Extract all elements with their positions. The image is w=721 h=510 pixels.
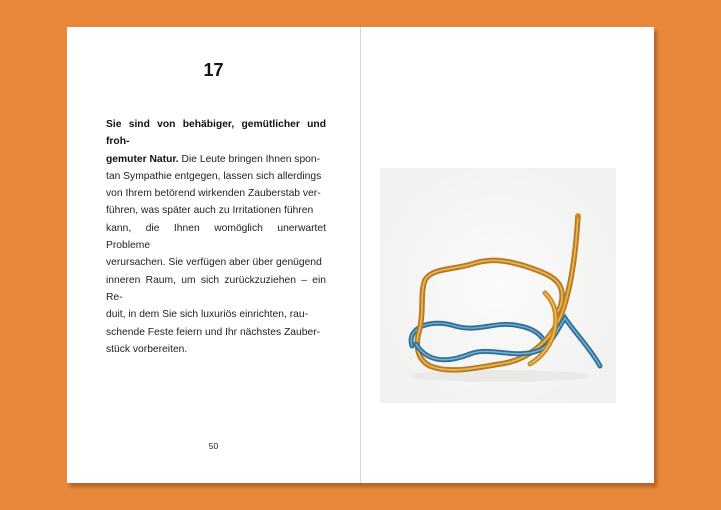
sculpture-shadow — [410, 370, 590, 382]
text-line: von Ihrem betörend wirkenden Zauberstab ver- — [106, 188, 321, 200]
body-text — [106, 116, 326, 358]
page-number: 50 — [208, 441, 219, 451]
right-page — [361, 27, 654, 483]
text-line: Sie sind von behäbiger, gemütlicher und froh- — [106, 119, 326, 148]
text-line: gemuter Natur. Die Leute bringen Ihnen spon- — [106, 153, 321, 165]
text-line: schende Feste feiern und Ihr nächstes Zauber- — [106, 326, 321, 338]
text-line: tan Sympathie entgegen, lassen sich allerdings — [106, 170, 322, 182]
wire-sculpture-photo — [380, 168, 616, 403]
text-line: stück vorbereiten. — [106, 343, 188, 355]
photo-background — [380, 168, 616, 403]
text-line: inneren Raum, um sich zurückzuziehen – ein Re- — [106, 274, 326, 303]
left-page — [67, 27, 360, 483]
text-line: kann, die Ihnen womöglich unerwartet Probleme — [106, 222, 326, 252]
text-line: duit, in dem Sie sich luxuriös einrichten, rau- — [106, 309, 309, 321]
text-line: verursachen. Sie verfügen aber über genügend — [106, 257, 322, 269]
book-spread — [67, 27, 654, 483]
gold-wire-tip — [575, 213, 581, 219]
chapter-number: 17 — [203, 60, 224, 80]
text-line: führen, was später auch zu Irritationen führen — [106, 205, 314, 217]
